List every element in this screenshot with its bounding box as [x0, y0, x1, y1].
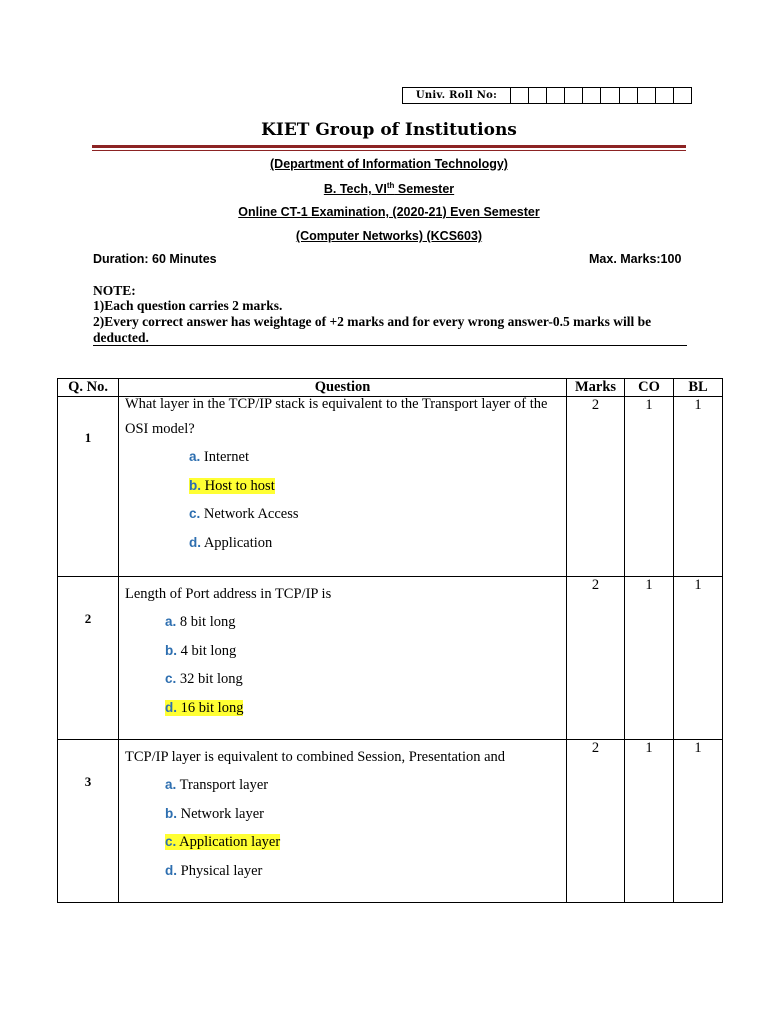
exam-line: Online CT-1 Examination, (2020-21) Even Semester — [238, 205, 540, 219]
option-c — [165, 828, 562, 857]
option-a: a. Transport layer — [165, 777, 269, 793]
roll-number-cell — [511, 88, 529, 103]
option-c: c. Network Access — [189, 506, 299, 522]
marks-value: 2 — [567, 740, 625, 903]
header-question: Question — [119, 379, 567, 397]
roll-number-cell — [583, 88, 601, 103]
roll-number-label: Univ. Roll No: — [403, 88, 511, 103]
options-list — [125, 443, 562, 557]
question-text: What layer in the TCP/IP stack is equivalent to the Transport layer of the OSI model? — [125, 396, 548, 437]
roll-number-cell — [656, 88, 674, 103]
marks-value: 2 — [567, 397, 625, 577]
co-value: 1 — [625, 577, 674, 740]
title-divider-thin — [92, 150, 686, 151]
option-b: b. 4 bit long — [165, 642, 237, 659]
option-b: b. Network layer — [165, 805, 264, 822]
option-b — [189, 472, 562, 501]
max-marks: Max. Marks:100 — [589, 252, 682, 266]
question-number: 3 — [84, 774, 92, 789]
option-c: c. 32 bit long — [165, 671, 243, 687]
correct-answer-highlight: c. Application layer — [165, 834, 281, 850]
header-qno: Q. No. — [58, 379, 119, 397]
question-row — [58, 577, 723, 740]
question-number: 1 — [84, 430, 92, 445]
question-text: TCP/IP layer is equivalent to combined Session, Presentation and — [125, 749, 506, 765]
header-marks: Marks — [567, 379, 625, 397]
note-line-1: 1)Each question carries 2 marks. — [93, 298, 283, 313]
option-d: d. Physical layer — [165, 862, 263, 879]
roll-number-cell — [674, 88, 691, 103]
institution-title: KIET Group of Institutions — [261, 120, 517, 140]
header-bl: BL — [674, 379, 723, 397]
header-co: CO — [625, 379, 674, 397]
roll-number-cell — [547, 88, 565, 103]
program-line: B. Tech, VIth Semester — [323, 181, 455, 197]
correct-answer-highlight: d. 16 bit long — [165, 699, 244, 716]
duration: Duration: 60 Minutes — [93, 252, 217, 266]
bl-value: 1 — [674, 740, 723, 903]
roll-number-cell — [620, 88, 638, 103]
options-list — [125, 771, 562, 885]
note-title: NOTE: — [93, 283, 136, 298]
note-line-2: 2)Every correct answer has weightage of +2 marks and for every wrong answer-0.5 marks will be deducted. — [93, 314, 652, 345]
roll-number-cell — [529, 88, 547, 103]
correct-answer-highlight: b. Host to host — [189, 477, 275, 494]
title-divider — [92, 145, 686, 148]
question-number: 2 — [84, 611, 92, 626]
note-divider — [93, 345, 687, 346]
options-list — [125, 608, 562, 722]
roll-number-cell — [601, 88, 619, 103]
question-row — [58, 740, 723, 903]
department-line: (Department of Information Technology) — [270, 157, 508, 171]
bl-value: 1 — [674, 397, 723, 577]
course-line: (Computer Networks) (KCS603) — [295, 229, 483, 243]
roll-number-cell — [565, 88, 583, 103]
option-a: a. Internet — [189, 449, 249, 465]
option-d: d. Application — [189, 534, 273, 551]
option-a: a. 8 bit long — [165, 614, 236, 630]
question-text: Length of Port address in TCP/IP is — [125, 586, 332, 602]
marks-value: 2 — [567, 577, 625, 740]
co-value: 1 — [625, 740, 674, 903]
co-value: 1 — [625, 397, 674, 577]
question-table — [57, 378, 723, 903]
bl-value: 1 — [674, 577, 723, 740]
roll-number-cell — [638, 88, 656, 103]
roll-number-box — [402, 87, 692, 104]
question-row — [58, 397, 723, 577]
option-d — [165, 694, 562, 723]
